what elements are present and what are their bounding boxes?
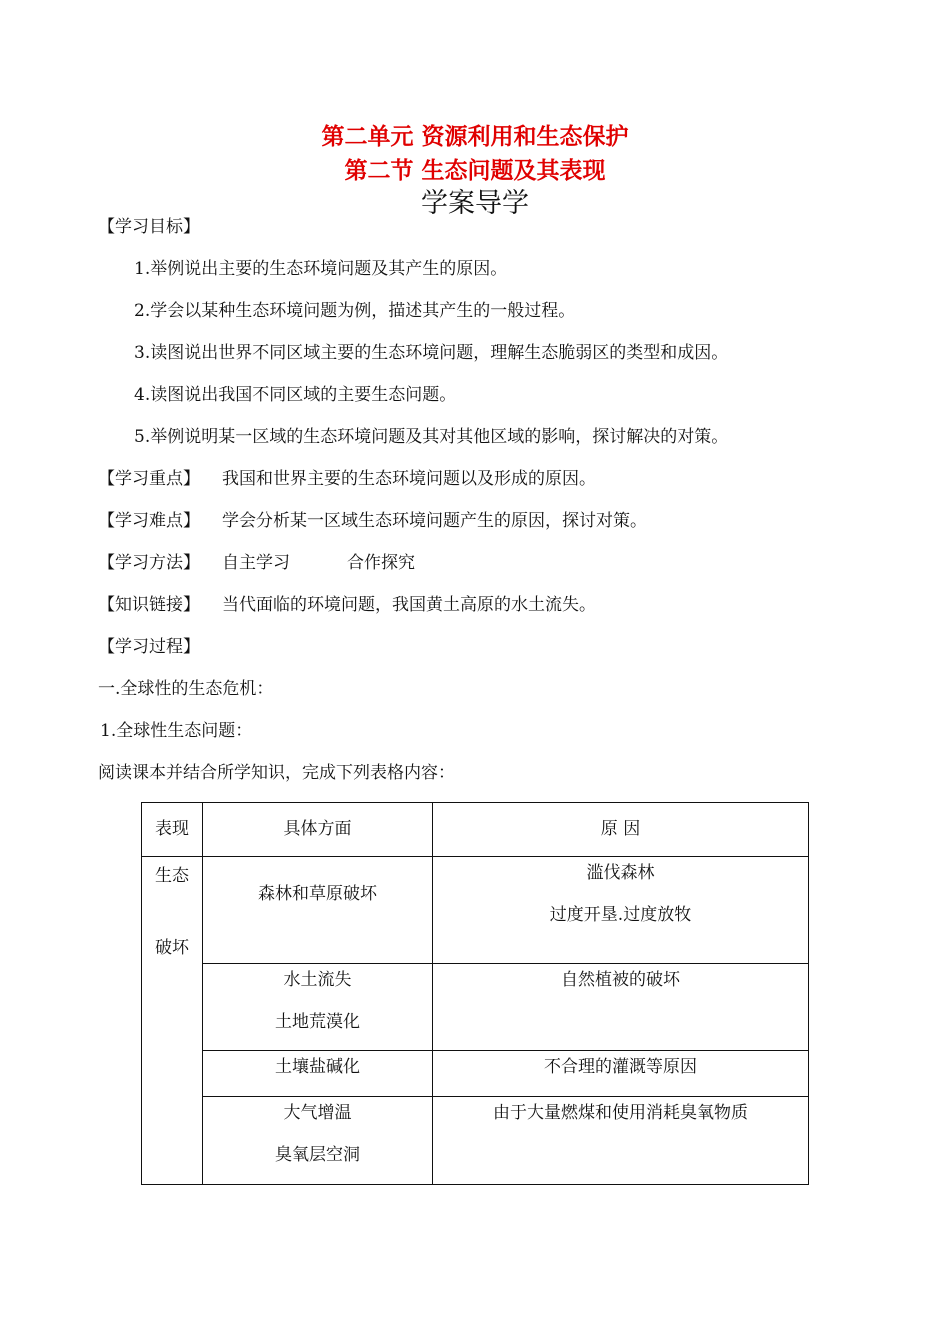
aspect-line: 土地荒漠化 (275, 1012, 360, 1032)
header-cell: 具体方面 (203, 803, 433, 857)
key-points-text: 我国和世界主要的生态环境问题以及形成的原因。 (222, 469, 596, 489)
cause-cell (433, 964, 809, 1051)
objective-item-4: 4.读图说出我国不同区域的主要生态问题。 (134, 385, 457, 405)
table-row (142, 1051, 809, 1097)
section-title: 第二节 生态问题及其表现 (344, 158, 606, 184)
page-subtitle: 学案导学 (421, 188, 529, 219)
objective-item-5: 5.举例说明某一区域的生态环境问题及其对其他区域的影响，探讨解决的对策。 (134, 427, 729, 447)
cause-line: 滥伐森林 (586, 863, 655, 883)
process-instruction: 阅读课本并结合所学知识，完成下列表格内容： (98, 763, 455, 783)
methods-text-1: 自主学习 (222, 553, 290, 573)
methods-label: 【学习方法】 (98, 553, 200, 573)
objectives-label: 【学习目标】 (98, 217, 200, 237)
key-points-label: 【学习重点】 (98, 469, 200, 489)
aspect-line: 大气增温 (283, 1103, 352, 1123)
difficulties-label: 【学习难点】 (98, 511, 200, 531)
aspect-cell (203, 964, 433, 1051)
links-label: 【知识链接】 (98, 595, 200, 615)
difficulties-text: 学会分析某一区域生态环境问题产生的原因，探讨对策。 (222, 511, 647, 531)
aspect-line: 水土流失 (283, 970, 352, 990)
aspect-line: 臭氧层空洞 (275, 1145, 360, 1165)
cause-line: 由于大量燃煤和使用消耗臭氧物质 (493, 1103, 748, 1123)
aspect-cell (203, 1051, 433, 1097)
group-label-cell (142, 857, 203, 1185)
table-header-row (142, 803, 809, 857)
cause-line: 不合理的灌溉等原因 (544, 1057, 697, 1077)
group-label-line: 生态 (155, 866, 189, 886)
objective-item-2: 2.学会以某种生态环境问题为例，描述其产生的一般过程。 (134, 301, 576, 321)
group-label-line: 破坏 (155, 938, 189, 958)
process-heading-1: 一.全球性的生态危机： (98, 679, 274, 699)
aspect-cell (203, 857, 433, 964)
problems-table (141, 802, 809, 1185)
header-cell: 原 因 (433, 803, 809, 857)
process-label: 【学习过程】 (98, 637, 200, 657)
aspect-line: 森林和草原破坏 (258, 884, 377, 904)
cause-cell (433, 1051, 809, 1097)
links-text: 当代面临的环境问题，我国黄土高原的水土流失。 (222, 595, 596, 615)
objective-item-1: 1.举例说出主要的生态环境问题及其产生的原因。 (134, 259, 508, 279)
aspect-cell (203, 1097, 433, 1185)
cause-cell (433, 1097, 809, 1185)
aspect-line: 土壤盐碱化 (275, 1057, 360, 1077)
header-cell: 表现 (142, 803, 203, 857)
process-heading-2: 1.全球性生态问题： (100, 721, 253, 741)
table-row (142, 964, 809, 1051)
cause-cell (433, 857, 809, 964)
methods-text-2: 合作探究 (347, 553, 415, 573)
table-row (142, 857, 809, 964)
table-row (142, 1097, 809, 1185)
unit-title: 第二单元 资源利用和生态保护 (321, 124, 629, 150)
cause-line: 过度开垦.过度放牧 (549, 905, 692, 925)
objective-item-3: 3.读图说出世界不同区域主要的生态环境问题，理解生态脆弱区的类型和成因。 (134, 343, 729, 363)
cause-line: 自然植被的破坏 (561, 970, 680, 990)
